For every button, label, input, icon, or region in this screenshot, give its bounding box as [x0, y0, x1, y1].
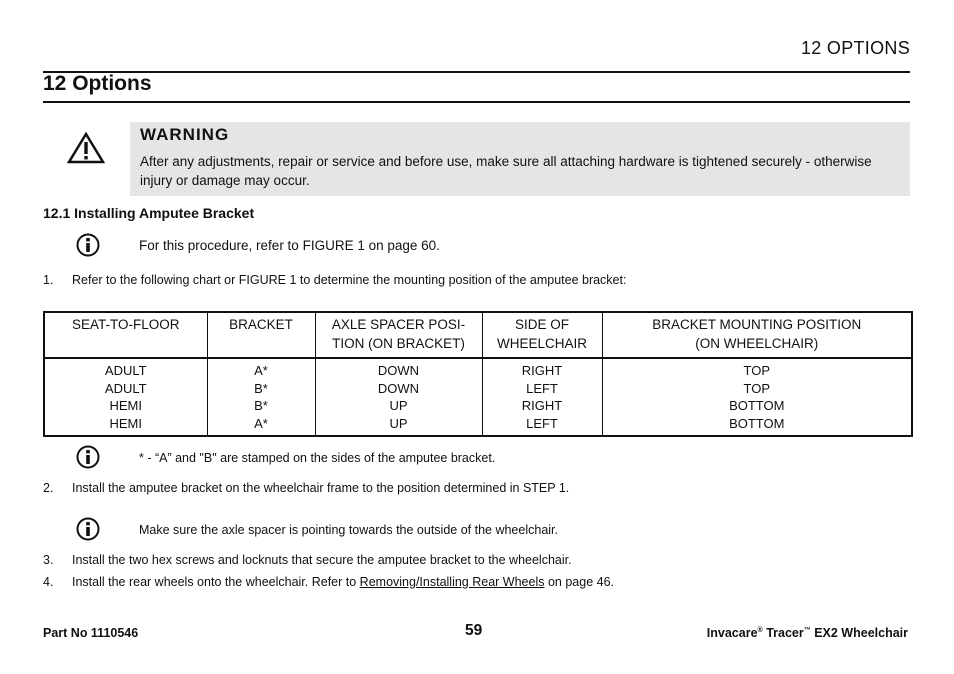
table-cell: RIGHT LEFT RIGHT LEFT — [482, 358, 602, 436]
column-header: BRACKET — [207, 312, 315, 358]
step-number: 4. — [43, 575, 54, 589]
mounting-position-table — [43, 311, 913, 437]
step-number: 3. — [43, 553, 54, 567]
part-number: Part No 1110546 — [43, 626, 139, 640]
table-cell: ADULT ADULT HEMI HEMI — [44, 358, 207, 436]
page-number: 59 — [465, 622, 483, 639]
top-rule — [43, 71, 910, 73]
step-text: Refer to the following chart or FIGURE 1 to determine the mounting position of the amputee bracket: — [72, 273, 627, 287]
rear-wheels-link[interactable]: Removing/Installing Rear Wheels — [359, 575, 545, 589]
product-name: Invacare® Tracer™ EX2 Wheelchair — [706, 626, 908, 640]
table-cell: DOWN DOWN UP UP — [315, 358, 482, 436]
running-header: 12 OPTIONS — [800, 38, 910, 58]
warning-title: WARNING — [140, 125, 230, 144]
note-text: * - “A” and "B" are stamped on the sides of the amputee bracket. — [139, 451, 496, 465]
step-text: Install the amputee bracket on the wheelchair frame to the position determined in STEP 1. — [72, 481, 570, 495]
table-row — [44, 358, 912, 436]
warning-box — [130, 122, 910, 196]
list-item — [43, 575, 903, 593]
list-item — [43, 553, 903, 571]
warning-text: After any adjustments, repair or service and before use, make sure all attaching hardware is tightened securely - otherwise injury or damage may occur. — [140, 154, 872, 188]
note-text: Make sure the axle spacer is pointing towards the outside of the wheelchair. — [139, 523, 558, 537]
list-item — [43, 273, 903, 291]
table-cell: TOP TOP BOTTOM BOTTOM — [602, 358, 912, 436]
section-heading: 12.1 Installing Amputee Bracket — [43, 205, 255, 221]
list-item — [43, 481, 903, 499]
info-icon — [76, 517, 100, 541]
step-text: Install the rear wheels onto the wheelchair. Refer to Removing/Installing Rear Wheels on page 46. — [72, 575, 614, 589]
warning-triangle-icon — [66, 131, 106, 165]
step-number: 2. — [43, 481, 54, 495]
column-header: SEAT-TO-FLOOR — [44, 312, 207, 358]
column-header: AXLE SPACER POSI- TION (ON BRACKET) — [315, 312, 482, 358]
column-header: BRACKET MOUNTING POSITION (ON WHEELCHAIR) — [602, 312, 912, 358]
step-text: Install the two hex screws and locknuts that secure the amputee bracket to the wheelchair. — [72, 553, 572, 567]
chapter-title: 12 Options — [43, 72, 152, 95]
title-rule — [43, 101, 910, 103]
info-icon — [76, 445, 100, 469]
column-header: SIDE OF WHEELCHAIR — [482, 312, 602, 358]
table-header-row — [44, 312, 912, 358]
step-number: 1. — [43, 273, 54, 287]
table-cell: A* B* B* A* — [207, 358, 315, 436]
note-text: For this procedure, refer to FIGURE 1 on page 60. — [139, 238, 440, 253]
info-icon — [76, 233, 100, 257]
